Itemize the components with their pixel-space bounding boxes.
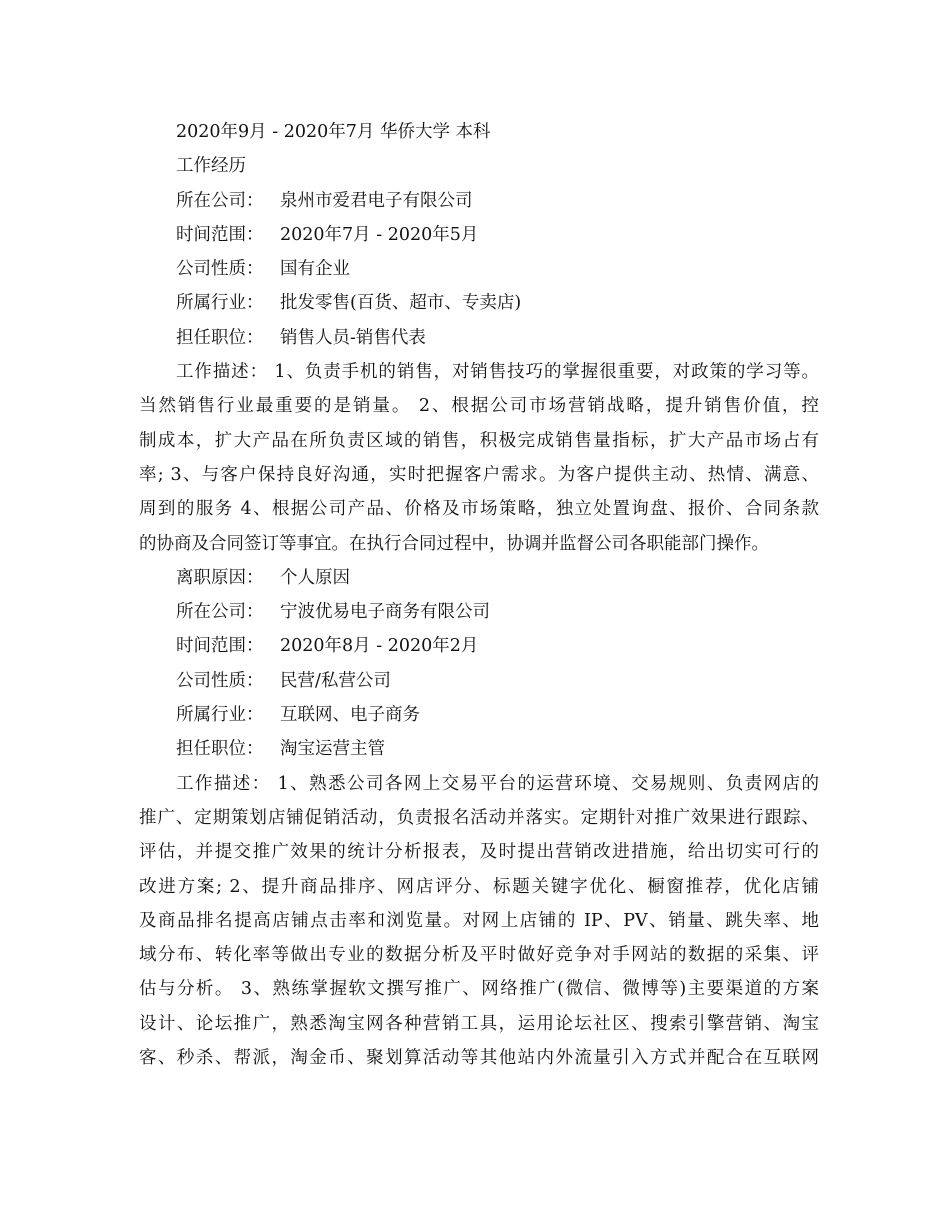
job-entry-1 [139,184,819,596]
description-line: 制成本，扩大产品在所负责区域的销售，积极完成销售量指标，扩大产品市场占有 [139,430,819,451]
job-company-row [139,184,819,218]
job-position-row [139,321,819,355]
position-value: 销售人员-销售代表 [280,327,426,348]
field-label: 时间范围： [176,636,264,657]
description-line: 估与分析。 3、熟练掌握软文撰写推广、网络推广(微信、微博等)主要渠道的方案 [139,979,819,1000]
job-nature-row [139,664,819,698]
job-description [139,355,819,561]
company-name: 泉州市爱君电子有限公司 [280,190,473,211]
description-line: 改进方案; 2、提升商品排序、网店评分、标题关键字优化、橱窗推荐，优化店铺 [139,876,819,897]
job-industry-row [139,698,819,732]
field-label: 所属行业： [176,293,264,314]
field-label: 时间范围： [176,224,264,245]
description-line: 当然销售行业最重要的是销量。 2、根据公司市场营销战略，提升销售价值，控 [139,396,819,417]
job-period-row [139,218,819,252]
job-leave-row [139,561,819,595]
description-line: 推广、定期策划店铺促销活动，负责报名活动并落实。定期针对推广效果进行跟踪、 [139,807,819,828]
field-label: 担任职位： [176,327,264,348]
description-line: 周到的服务 4、根据公司产品、价格及市场策略，独立处置询盘、报价、合同条款 [139,499,819,520]
description-line: 工作描述： 1、负责手机的销售，对销售技巧的掌握很重要，对政策的学习等。 [176,362,819,383]
description-line: 域分布、转化率等做出专业的数据分析及平时做好竞争对手网站的数据的采集、评 [139,945,819,966]
position-value: 淘宝运营主管 [280,739,385,760]
job-nature-row [139,252,819,286]
description-line: 工作描述： 1、熟悉公司各网上交易平台的运营环境、交易规则、负责网店的 [176,773,819,794]
section-title-work-experience: 工作经历 [176,156,246,177]
industry-value: 批发零售(百货、超市、专卖店) [280,293,522,314]
description-line: 的协商及合同签订等事宜。在执行合同过程中，协调并监督公司各职能部门操作。 [139,533,769,554]
description-line: 设计、论坛推广，熟悉淘宝网各种营销工具，运用论坛社区、搜索引擎营销、淘宝 [139,1013,819,1034]
industry-value: 互联网、电子商务 [280,705,420,726]
description-line: 客、秒杀、帮派，淘金币、聚划算活动等其他站内外流量引入方式并配合在互联网 [139,1048,819,1069]
nature-value: 国有企业 [280,259,350,280]
field-label: 担任职位： [176,739,264,760]
description-line: 率; 3、与客户保持良好沟通，实时把握客户需求。为客户提供主动、热情、满意、 [139,464,819,485]
job-industry-row [139,286,819,320]
job-company-row [139,595,819,629]
field-label: 所在公司： [176,190,264,211]
period-value: 2020年8月 - 2020年2月 [280,636,479,657]
job-position-row [139,732,819,766]
education-line: 2020年9月 - 2020年7月 华侨大学 本科 [176,122,491,142]
field-label: 离职原因： [176,567,264,588]
description-line: 评估，并提交推广效果的统计分析报表，及时提出营销改进措施，给出切实可行的 [139,842,819,863]
field-label: 公司性质： [176,670,264,691]
field-label: 所属行业： [176,705,264,726]
field-label: 公司性质： [176,259,264,280]
leave-value: 个人原因 [280,567,350,588]
resume-page [139,115,819,1075]
job-period-row [139,629,819,663]
nature-value: 民营/私营公司 [280,670,391,691]
job-entry-2 [139,595,819,1075]
job-description [139,767,819,1076]
description-line: 及商品排名提高店铺点击率和浏览量。对网上店铺的 IP、PV、销量、跳失率、地 [139,910,819,931]
field-label: 所在公司： [176,602,264,623]
company-name: 宁波优易电子商务有限公司 [280,602,490,623]
period-value: 2020年7月 - 2020年5月 [280,224,479,245]
